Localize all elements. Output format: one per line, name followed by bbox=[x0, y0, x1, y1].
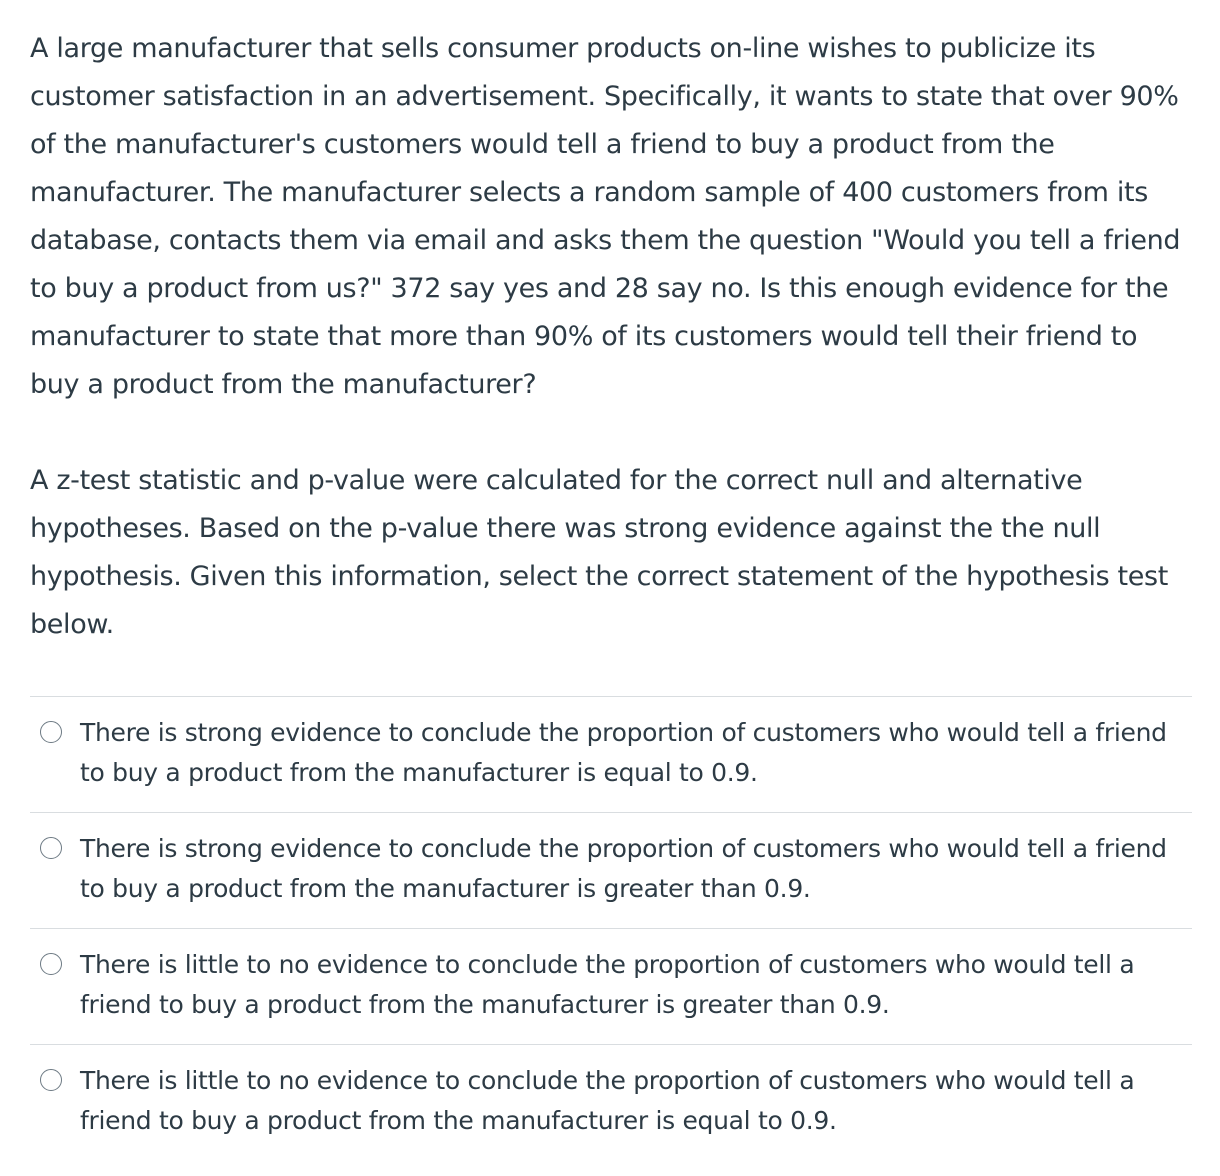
radio-button-icon[interactable] bbox=[40, 837, 62, 859]
answer-option-4[interactable] bbox=[30, 1045, 1192, 1160]
question-text bbox=[30, 25, 1192, 649]
answer-option-label: There is strong evidence to conclude the proportion of customers who would tell a friend to buy a product from the manufacturer is greater than 0.9. bbox=[80, 834, 1167, 903]
answer-option-label: There is little to no evidence to conclude the proportion of customers who would tell a friend to buy a product from the manufacturer is greater than 0.9. bbox=[80, 950, 1135, 1019]
answer-option-label: There is strong evidence to conclude the proportion of customers who would tell a friend to buy a product from the manufacturer is equal to 0.9. bbox=[80, 718, 1167, 787]
answer-option-label: There is little to no evidence to conclude the proportion of customers who would tell a friend to buy a product from the manufacturer is equal to 0.9. bbox=[80, 1066, 1135, 1135]
answer-option-1[interactable] bbox=[30, 697, 1192, 813]
answer-option-2[interactable] bbox=[30, 813, 1192, 929]
radio-button-icon[interactable] bbox=[40, 721, 62, 743]
answer-option-3[interactable] bbox=[30, 929, 1192, 1045]
radio-button-icon[interactable] bbox=[40, 953, 62, 975]
answer-list bbox=[30, 696, 1192, 1160]
question-paragraph-instructions: A z-test statistic and p-value were calculated for the correct null and alternative hypotheses. Based on the p-value there was strong evidence against the the null hypothesis. Given this information, select the correct statement of the hypothesis test below. bbox=[30, 465, 1168, 640]
question-paragraph-scenario: A large manufacturer that sells consumer products on-line wishes to publicize its customer satisfaction in an advertisement. Specifically, it wants to state that over 90% of the manufacturer's customers would tell a friend to buy a product from the manufacturer. The manufacturer selects a random sample of 400 customers from its database, contacts them via email and asks them the question "Would you tell a friend to buy a product from us?" 372 say yes and 28 say no. Is this enough evidence for the manufacturer to state that more than 90% of its customers would tell their friend to buy a product from the manufacturer? bbox=[30, 33, 1181, 400]
radio-button-icon[interactable] bbox=[40, 1069, 62, 1091]
